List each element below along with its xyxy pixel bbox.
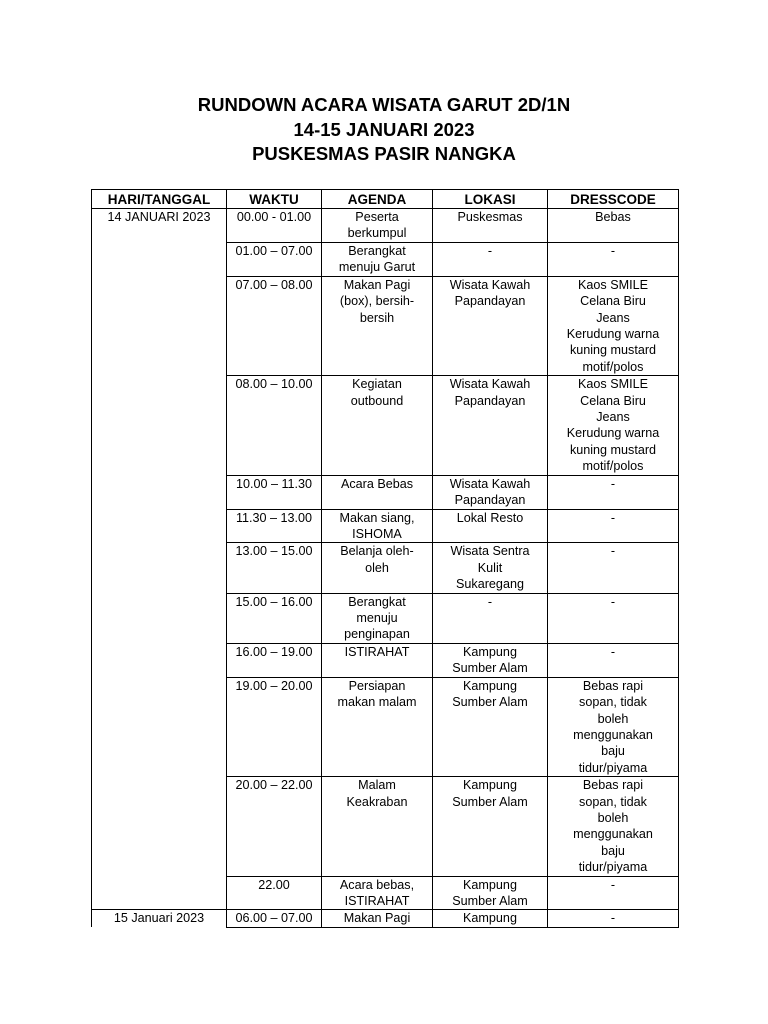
day-cell [92, 276, 227, 375]
agenda-cell: Makan siang, ISHOMA [322, 509, 433, 543]
dresscode-cell: Bebas rapi sopan, tidak boleh menggunakan baju tidur/piyama [548, 777, 679, 876]
time-cell: 10.00 – 11.30 [227, 475, 322, 509]
dresscode-cell: Bebas rapi sopan, tidak boleh menggunakan baju tidur/piyama [548, 677, 679, 776]
agenda-cell: Acara Bebas [322, 475, 433, 509]
location-cell: Wisata Kawah Papandayan [433, 276, 548, 375]
day-cell [92, 777, 227, 876]
time-cell: 11.30 – 13.00 [227, 509, 322, 543]
time-cell: 00.00 - 01.00 [227, 209, 322, 243]
day-cell [92, 475, 227, 509]
time-cell: 16.00 – 19.00 [227, 643, 322, 677]
agenda-cell: Berangkat menuju Garut [322, 242, 433, 276]
agenda-cell: Peserta berkumpul [322, 209, 433, 243]
dresscode-cell: - [548, 242, 679, 276]
location-cell: Kampung Sumber Alam [433, 677, 548, 776]
title-line-3: PUSKESMAS PASIR NANGKA [252, 143, 516, 164]
table-row [92, 242, 679, 276]
time-cell: 07.00 – 08.00 [227, 276, 322, 375]
table-row [92, 593, 679, 643]
table-row [92, 509, 679, 543]
rundown-table [91, 189, 679, 928]
table-row [92, 876, 679, 910]
location-cell: Puskesmas [433, 209, 548, 243]
agenda-cell: Makan Pagi [322, 910, 433, 927]
title-line-1: RUNDOWN ACARA WISATA GARUT 2D/1N [197, 94, 571, 115]
table-row [92, 209, 679, 243]
agenda-cell: Persiapan makan malam [322, 677, 433, 776]
day-cell: 14 JANUARI 2023 [92, 209, 227, 243]
agenda-cell: Makan Pagi (box), bersih- bersih [322, 276, 433, 375]
dresscode-cell: Kaos SMILE Celana Biru Jeans Kerudung warna kuning mustard motif/polos [548, 376, 679, 475]
dresscode-cell: - [548, 475, 679, 509]
agenda-cell: Acara bebas, ISTIRAHAT [322, 876, 433, 910]
dresscode-cell: - [548, 876, 679, 910]
table-row [92, 777, 679, 876]
document-title [0, 93, 768, 167]
agenda-cell: Belanja oleh- oleh [322, 543, 433, 593]
dresscode-cell: - [548, 910, 679, 927]
table-row [92, 475, 679, 509]
table-row [92, 677, 679, 776]
location-cell: Lokal Resto [433, 509, 548, 543]
location-cell: Wisata Kawah Papandayan [433, 376, 548, 475]
time-cell: 19.00 – 20.00 [227, 677, 322, 776]
day-cell [92, 543, 227, 593]
location-cell: Wisata Sentra Kulit Sukaregang [433, 543, 548, 593]
dresscode-cell: Kaos SMILE Celana Biru Jeans Kerudung warna kuning mustard motif/polos [548, 276, 679, 375]
table-row [92, 376, 679, 475]
location-cell: Kampung Sumber Alam [433, 876, 548, 910]
agenda-cell: ISTIRAHAT [322, 643, 433, 677]
day-cell [92, 643, 227, 677]
table-row [92, 910, 679, 927]
time-cell: 15.00 – 16.00 [227, 593, 322, 643]
day-cell [92, 593, 227, 643]
agenda-cell: Malam Keakraban [322, 777, 433, 876]
time-cell: 06.00 – 07.00 [227, 910, 322, 927]
time-cell: 08.00 – 10.00 [227, 376, 322, 475]
location-cell: Kampung Sumber Alam [433, 777, 548, 876]
title-line-2: 14-15 JANUARI 2023 [293, 118, 475, 140]
dresscode-cell: Bebas [548, 209, 679, 243]
agenda-cell: Berangkat menuju penginapan [322, 593, 433, 643]
time-cell: 22.00 [227, 876, 322, 910]
time-cell: 01.00 – 07.00 [227, 242, 322, 276]
header-waktu: WAKTU [227, 190, 322, 209]
table-body [92, 209, 679, 928]
time-cell: 20.00 – 22.00 [227, 777, 322, 876]
header-lokasi: LOKASI [433, 190, 548, 209]
day-cell [92, 677, 227, 776]
time-cell: 13.00 – 15.00 [227, 543, 322, 593]
dresscode-cell: - [548, 509, 679, 543]
table-header-row [92, 190, 679, 209]
day-cell [92, 242, 227, 276]
location-cell: Kampung [433, 910, 548, 927]
agenda-cell: Kegiatan outbound [322, 376, 433, 475]
table-row [92, 276, 679, 375]
day-cell [92, 876, 227, 910]
day-cell: 15 Januari 2023 [92, 910, 227, 927]
location-cell: Wisata Kawah Papandayan [433, 475, 548, 509]
dresscode-cell: - [548, 643, 679, 677]
day-cell [92, 509, 227, 543]
dresscode-cell: - [548, 543, 679, 593]
dresscode-cell: - [548, 593, 679, 643]
table-row [92, 643, 679, 677]
header-hari-tanggal: HARI/TANGGAL [92, 190, 227, 209]
day-cell [92, 376, 227, 475]
location-cell: Kampung Sumber Alam [433, 643, 548, 677]
location-cell: - [433, 593, 548, 643]
location-cell: - [433, 242, 548, 276]
table-row [92, 543, 679, 593]
header-agenda: AGENDA [322, 190, 433, 209]
header-dresscode: DRESSCODE [548, 190, 679, 209]
